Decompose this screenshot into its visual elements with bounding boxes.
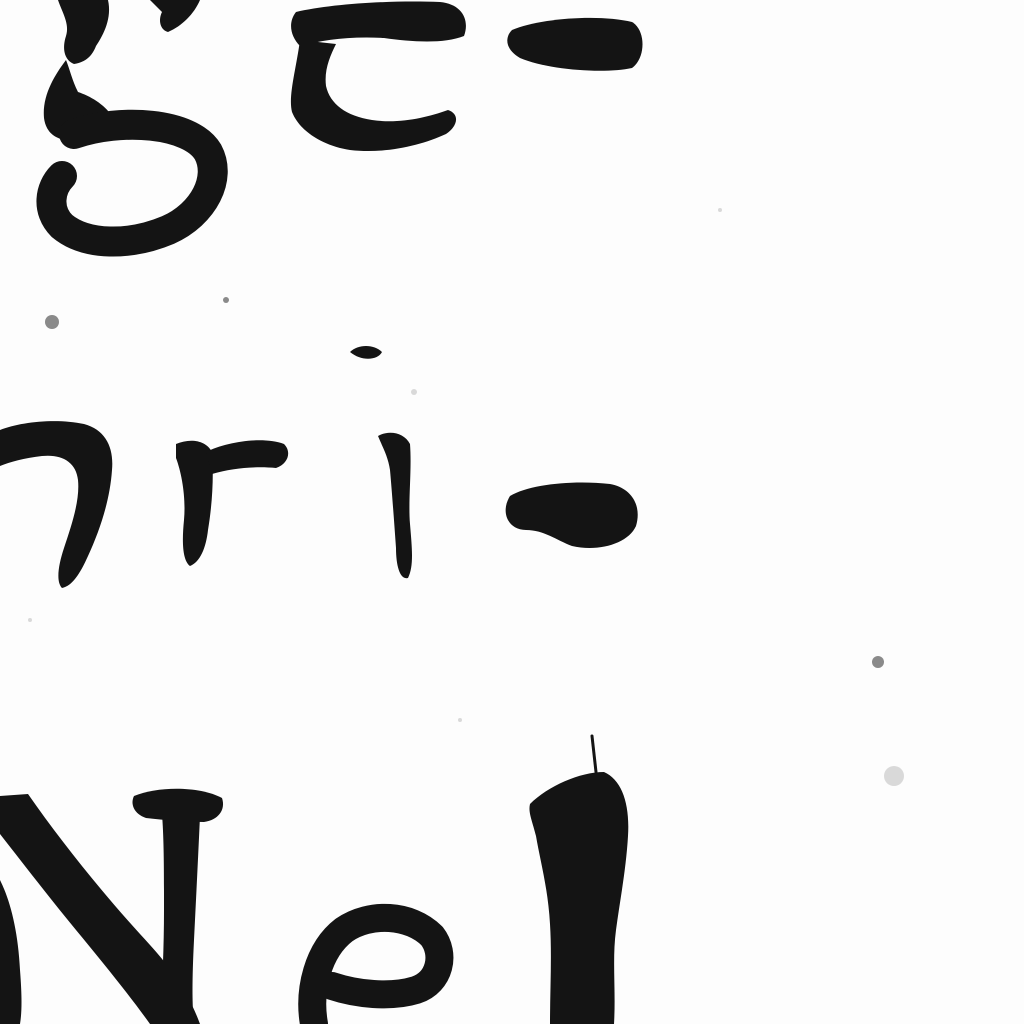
glyph-e-loop (312, 918, 439, 1024)
line-2-glyphs (0, 346, 638, 588)
glyph-g-hook (150, 0, 200, 32)
glyph-hyphen-1 (507, 18, 642, 71)
glyph-g-loop (51, 125, 212, 242)
glyph-N-right-stem (160, 814, 200, 1024)
glyph-r-stem (176, 441, 213, 566)
glyph-l-ascender-tip (592, 736, 596, 772)
line-1-glyphs (44, 0, 643, 242)
glyph-i-dot (350, 346, 382, 359)
glyph-hyphen-2 (506, 483, 638, 548)
glyph-N-left-stem (0, 880, 22, 1024)
glyph-i-stem (378, 433, 412, 578)
glyph-l-stem (529, 772, 628, 1024)
glyph-e-bowl (291, 40, 456, 151)
paper-specks (28, 208, 904, 786)
glyph-r-arm (206, 440, 288, 474)
glyph-g-upper (58, 0, 109, 64)
glyph-e-top (291, 1, 466, 46)
glyph-partial-left (0, 421, 112, 588)
line-3-glyphs (0, 736, 628, 1024)
